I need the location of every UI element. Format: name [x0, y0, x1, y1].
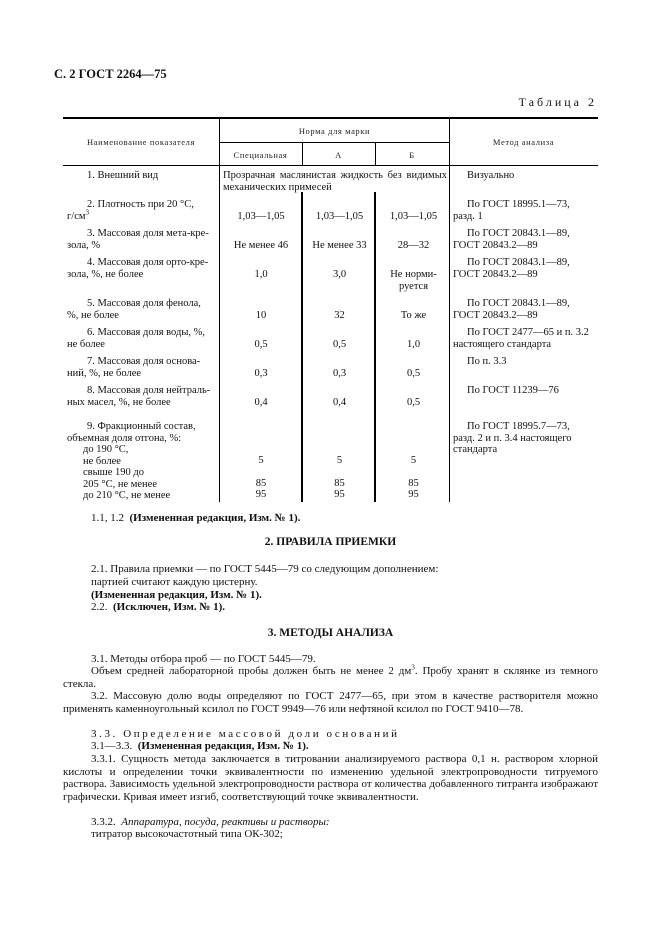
- row-4-method: По ГОСТ 20843.1—89, ГОСТ 20843.2—89: [453, 257, 570, 280]
- row-4-a: 3,0: [332, 269, 347, 280]
- row-6-special: 0,5: [254, 339, 268, 350]
- row-5-name: 5. Массовая доля фенола, %, не более: [67, 298, 201, 321]
- row-7-name: 7. Массовая доля основа- ний, %, не более: [67, 356, 201, 379]
- row-3-name: 3. Массовая доля мета-кре- зола, %: [67, 228, 209, 251]
- row-1-name: 1. Внешний вид: [87, 170, 159, 181]
- para-3-3-2-item: титратор высокочастотный типа ОК-302;: [91, 828, 283, 840]
- section-2-title: 2. ПРАВИЛА ПРИЕМКИ: [264, 536, 397, 548]
- row-7-method: По п. 3.3: [467, 356, 507, 367]
- row-9-b: 5 85 95: [408, 455, 419, 500]
- row-8-a: 0,4: [332, 397, 347, 408]
- header-a: А: [335, 150, 342, 160]
- specification-table: [63, 117, 598, 502]
- row-2-method: По ГОСТ 18995.1—73, разд. 1: [453, 199, 570, 222]
- row-9-name: 9. Фракционный состав, объемная доля отгона, %: до 190 °С, не более свыше 190 до 205 °С, не менее до 210 °С, не менее: [67, 421, 196, 501]
- row-1-norm-all: Прозрачная маслянистая жидкость без видимых механических примесей: [223, 170, 447, 193]
- row-5-a: 32: [334, 310, 345, 321]
- row-6-b: 1,0: [406, 339, 421, 350]
- row-7-a: 0,3: [332, 368, 347, 379]
- header-name: Наименование показателя: [86, 137, 195, 147]
- row-2-a: 1,03—1,05: [315, 211, 364, 222]
- para-2-1: 2.1. Правила приемки — по ГОСТ 5445—79 со следующим дополнением:: [91, 563, 439, 575]
- row-7-special: 0,3: [254, 368, 268, 379]
- row-5-b: То же: [400, 310, 427, 321]
- row-8-method: По ГОСТ 11239—76: [467, 385, 559, 396]
- header-bottom-rule: [63, 165, 598, 166]
- row-8-special: 0,4: [254, 397, 268, 408]
- para-2-1-cont: партией считают каждую цистерну.: [91, 576, 258, 588]
- table-top-rule: [63, 117, 598, 119]
- para-3-2: 3.2. Массовую долю воды определяют по ГОСТ 2477—65, при этом в качестве растворителя можно применять каменноугольный ксилол по ГОСТ 9949—76 или нефтяной ксилол по ГОСТ 9410—78.: [63, 690, 598, 715]
- header-norm-group: Норма для марки: [298, 126, 371, 136]
- header-method: Метод анализа: [492, 137, 555, 147]
- row-9-special: 5 85 95: [255, 455, 267, 500]
- para-2-2: 2.2. (Исключен, Изм. № 1).: [91, 601, 226, 613]
- row-4-name: 4. Массовая доля орто-кре- зола, %, не более: [67, 257, 209, 280]
- row-2-special: 1,03—1,05: [237, 211, 285, 222]
- row-5-special: 10: [255, 310, 267, 321]
- row-5-method: По ГОСТ 20843.1—89, ГОСТ 20843.2—89: [453, 298, 570, 321]
- row-2-name: 2. Плотность при 20 °С, $г/см^3$: [67, 199, 194, 222]
- para-3-1-3-amendment: 3.1—3.3. (Измененная редакция, Изм. № 1).: [91, 740, 309, 752]
- row-4-b: Не норми- руется: [390, 269, 437, 292]
- header-special: Специальная: [233, 150, 288, 160]
- note-amendment-1: 1.1, 1.2 (Измененная редакция, Изм. № 1).: [91, 512, 301, 524]
- row-6-a: 0,5: [332, 339, 347, 350]
- header-b: Б: [409, 150, 415, 160]
- row-2-b: 1,03—1,05: [389, 211, 438, 222]
- para-3-3-title: 3.3. Определение массовой доли оснований: [91, 728, 400, 740]
- row-7-b: 0,5: [406, 368, 421, 379]
- row-4-special: 1,0: [254, 269, 268, 280]
- row-6-method: По ГОСТ 2477—65 и п. 3.2 настоящего стандарта: [453, 327, 589, 350]
- table-caption: Таблица 2: [518, 95, 597, 109]
- para-2-1-amendment: (Измененная редакция, Изм. № 1).: [91, 589, 262, 601]
- header-divider: [219, 142, 450, 143]
- row-8-name: 8. Массовая доля нейтраль- ных масел, %, не более: [67, 385, 211, 408]
- row-1-method: Визуально: [467, 170, 515, 181]
- section-3-title: 3. МЕТОДЫ АНАЛИЗА: [267, 627, 394, 639]
- para-3-1-volume: Объем средней лабораторной пробы должен быть не менее 2 $дм^3$. Пробу хранят в склянке из темного стекла.: [63, 663, 598, 690]
- para-3-3-2: 3.3.2. Аппаратура, посуда, реактивы и растворы:: [91, 816, 330, 828]
- para-3-3-1: 3.3.1. Сущность метода заключается в титровании анализируемого раствора 0,1 н. раствором хлорной кислоты и определении точки эквивалентности по изменению удельной электропроводности титруемого раствора. Зависимость удельной электропроводности раствора от количества добавленного титранта изображают графически. Кривая имеет изгиб, соответствующий точке эквивалентности.: [63, 753, 598, 803]
- row-3-b: 28—32: [397, 240, 430, 251]
- row-9-a: 5 85 95: [334, 455, 345, 500]
- para-3-1: 3.1. Методы отбора проб — по ГОСТ 5445—79.: [91, 653, 316, 665]
- row-9-method: По ГОСТ 18995.7—73, разд. 2 и п. 3.4 настоящего стандарта: [453, 421, 572, 455]
- row-3-a: Не менее 33: [312, 240, 367, 251]
- page-header: С. 2 ГОСТ 2264—75: [54, 67, 167, 81]
- row-6-name: 6. Массовая доля воды, %, не более: [67, 327, 206, 350]
- row-3-special: Не менее 46: [233, 240, 289, 251]
- row-3-method: По ГОСТ 20843.1—89, ГОСТ 20843.2—89: [453, 228, 570, 251]
- row-8-b: 0,5: [406, 397, 421, 408]
